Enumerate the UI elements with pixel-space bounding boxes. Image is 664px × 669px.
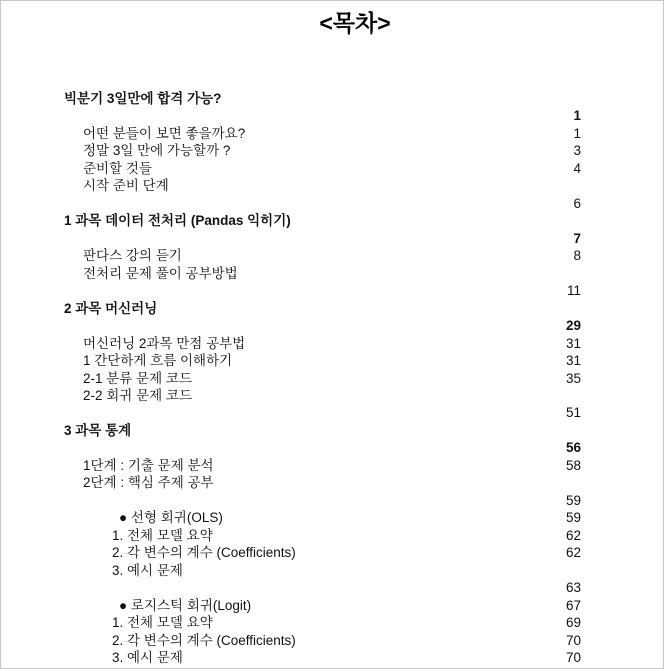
toc-row (1, 387, 663, 404)
toc-entry-text: 2-2 회귀 문제 코드 (83, 387, 193, 403)
toc-row (1, 247, 663, 264)
toc-entry-text: 3. 예시 문제 (112, 650, 183, 665)
toc-row (1, 265, 663, 282)
toc-entry-text: 빅분기 3일만에 합격 가능? (64, 91, 222, 106)
toc-page-number: 1 (573, 125, 581, 141)
toc-page-number: 31 (565, 335, 581, 351)
toc-page-number: 11 (566, 283, 581, 299)
toc-entry-text: 2-1 분류 문제 코드 (83, 370, 193, 386)
toc-page-number: 69 (565, 615, 581, 631)
toc-page-only-row (1, 107, 663, 124)
toc-row (1, 422, 663, 439)
toc-page-only-row (1, 230, 663, 247)
toc-page-only-row (1, 492, 663, 509)
toc-row (1, 474, 663, 491)
toc-row (1, 142, 663, 159)
toc-page-only-row (1, 282, 663, 299)
toc-row (1, 90, 663, 107)
toc-page-number: 59 (565, 492, 581, 508)
toc-entry-text: 전처리 문제 풀이 공부방법 (83, 265, 238, 281)
toc-page-number: 59 (565, 510, 581, 526)
toc-row (1, 614, 663, 631)
toc-page-number: 70 (565, 632, 581, 648)
toc-page-only-row (1, 579, 663, 596)
toc-entry-text: 1. 전체 모델 요약 (112, 527, 213, 543)
toc-row (1, 509, 663, 526)
toc-entry-text: 1 간단하게 흐름 이해하기 (83, 353, 233, 369)
toc-entry-text: 2. 각 변수의 계수 (Coefficients) (112, 632, 296, 648)
toc-page-number: 8 (573, 248, 581, 264)
toc-entry-text: 1. 전체 모델 요약 (112, 615, 213, 631)
toc-page-number: 29 (565, 318, 581, 334)
toc-entry-text: 2. 각 변수의 계수 (Coefficients) (112, 545, 296, 561)
toc-page-number: 51 (565, 405, 581, 421)
toc-page-number: 7 (573, 230, 581, 246)
toc-entry-text: 2 과목 머신러닝 (64, 300, 158, 316)
toc-page-number: 62 (565, 527, 581, 543)
toc-row (1, 160, 663, 177)
toc-list (1, 90, 663, 666)
toc-page-only-row (1, 404, 663, 421)
toc-page-number: 63 (565, 580, 581, 596)
toc-row (1, 544, 663, 561)
toc-entry-text: 머신러닝 2과목 만점 공부법 (83, 335, 246, 351)
toc-page-number: 1 (573, 108, 581, 124)
toc-entry-text: 2단계 : 핵심 주제 공부 (83, 475, 214, 491)
toc-row (1, 212, 663, 229)
toc-entry-text: 정말 3일 만에 가능할까 ? (83, 143, 231, 159)
toc-page-number: 3 (573, 143, 581, 159)
toc-page-number: 70 (565, 650, 581, 665)
toc-row (1, 177, 663, 194)
toc-entry-text: 준비할 것들 (83, 160, 152, 176)
toc-page-number: 6 (573, 195, 581, 211)
toc-page-number: 62 (565, 545, 581, 561)
toc-entry-text: ● 선형 회귀(OLS) (119, 510, 223, 526)
toc-page-number: 67 (565, 597, 581, 613)
toc-page-number: 35 (565, 370, 581, 386)
toc-row (1, 335, 663, 352)
toc-entry-text: 3 과목 통계 (64, 422, 132, 438)
toc-title: <목차> (319, 10, 391, 36)
toc-entry-text: ● 로지스틱 회귀(Logit) (119, 597, 252, 613)
toc-row (1, 562, 663, 579)
toc-entry-text: 1단계 : 기출 문제 분석 (83, 457, 214, 473)
toc-row (1, 649, 663, 666)
toc-page-number: 56 (565, 440, 581, 456)
toc-row (1, 125, 663, 142)
toc-entry-text: 어떤 분들이 보면 좋을까요? (83, 125, 246, 141)
toc-entry-text: 3. 예시 문제 (112, 562, 183, 578)
toc-row (1, 632, 663, 649)
toc-page-only-row (1, 195, 663, 212)
toc-entry-text: 시작 준비 단계 (83, 178, 169, 194)
toc-entry-text: 1 과목 데이터 전처리 (Pandas 익히기) (64, 213, 291, 229)
toc-row (1, 370, 663, 387)
toc-row (1, 527, 663, 544)
toc-row (1, 457, 663, 474)
toc-page-only-row (1, 317, 663, 334)
toc-page-number: 31 (565, 353, 581, 369)
toc-row (1, 300, 663, 317)
toc-row (1, 352, 663, 369)
toc-page-number: 58 (565, 457, 581, 473)
toc-page-only-row (1, 439, 663, 456)
toc-entry-text: 판다스 강의 듣기 (83, 248, 182, 264)
toc-row (1, 597, 663, 614)
toc-page-number: 4 (573, 160, 581, 176)
